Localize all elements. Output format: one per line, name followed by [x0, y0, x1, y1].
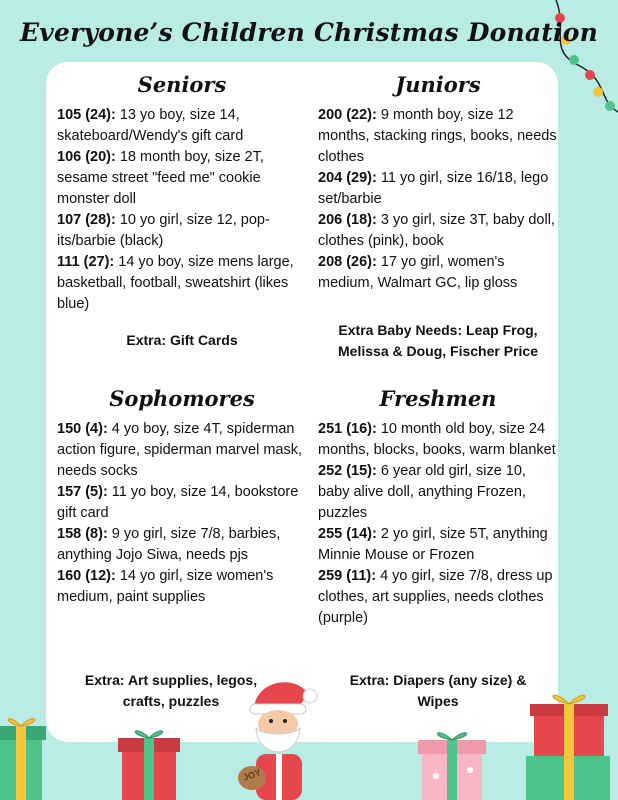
- santa-bag-label: JOY: [241, 767, 263, 783]
- list-item: 204 (29): 11 yo girl, size 16/18, lego set/barbie: [318, 170, 549, 207]
- list-item: 158 (8): 9 yo girl, size 7/8, barbies, anything Jojo Siwa, needs pjs: [57, 526, 281, 563]
- section-heading-juniors: Juniors: [395, 72, 481, 97]
- list-item: 200 (22): 9 month boy, size 12 months, stacking rings, books, needs clothes: [318, 107, 557, 165]
- list-item: 107 (28): 10 yo girl, size 12, pop-its/barbie (black): [57, 212, 270, 249]
- section-seniors: [57, 72, 307, 315]
- list-item: 111 (27): 14 yo boy, size mens large, basketball, football, sweatshirt (likes blue): [57, 254, 294, 312]
- seniors-extra-note: Extra: Gift Cards: [126, 332, 238, 348]
- list-item: 206 (18): 3 yo girl, size 3T, baby doll, clothes (pink), book: [318, 212, 555, 249]
- list-item: 106 (20): 18 month boy, size 2T, sesame street "feed me" cookie monster doll: [57, 149, 264, 207]
- list-item: 157 (5): 11 yo boy, size 14, bookstore gift card: [57, 484, 299, 521]
- gift-box-icon: [520, 690, 618, 800]
- gift-box-icon: [118, 722, 180, 800]
- list-item: 208 (26): 17 yo girl, women's medium, Walmart GC, lip gloss: [318, 254, 518, 291]
- section-juniors: [318, 72, 558, 294]
- freshmen-extra-note: Extra: Diapers (any size) & Wipes: [349, 672, 527, 709]
- page-title: Everyone’s Children Christmas Donation: [20, 18, 598, 47]
- list-item: 255 (14): 2 yo girl, size 5T, anything Minnie Mouse or Frozen: [318, 526, 548, 563]
- sophomores-extra-note: Extra: Art supplies, legos, crafts, puzzles: [84, 672, 258, 709]
- section-sophomores: [57, 386, 307, 608]
- section-heading-seniors: Seniors: [137, 72, 227, 97]
- list-item: 150 (4): 4 yo boy, size 4T, spiderman action figure, spiderman marvel mask, needs socks: [57, 421, 302, 479]
- list-item: 160 (12): 14 yo girl, size women's medium, paint supplies: [57, 568, 274, 605]
- list-item: 105 (24): 13 yo boy, size 14, skateboard/Wendy's gift card: [57, 107, 244, 144]
- list-item: 259 (11): 4 yo girl, size 7/8, dress up clothes, art supplies, needs clothes (purple): [318, 568, 553, 626]
- section-heading-sophomores: Sophomores: [109, 386, 255, 411]
- list-item: 252 (15): 6 year old girl, size 10, baby alive doll, anything Frozen, puzzles: [318, 463, 526, 521]
- juniors-extra-note: Extra Baby Needs: Leap Frog, Melissa & Doug, Fischer Price: [338, 322, 538, 359]
- section-freshmen: [318, 386, 558, 629]
- gift-box-icon: [418, 726, 486, 800]
- list-item: 251 (16): 10 month old boy, size 24 months, blocks, books, warm blanket: [318, 421, 556, 458]
- gift-box-icon: [0, 712, 48, 800]
- section-heading-freshmen: Freshmen: [379, 386, 497, 411]
